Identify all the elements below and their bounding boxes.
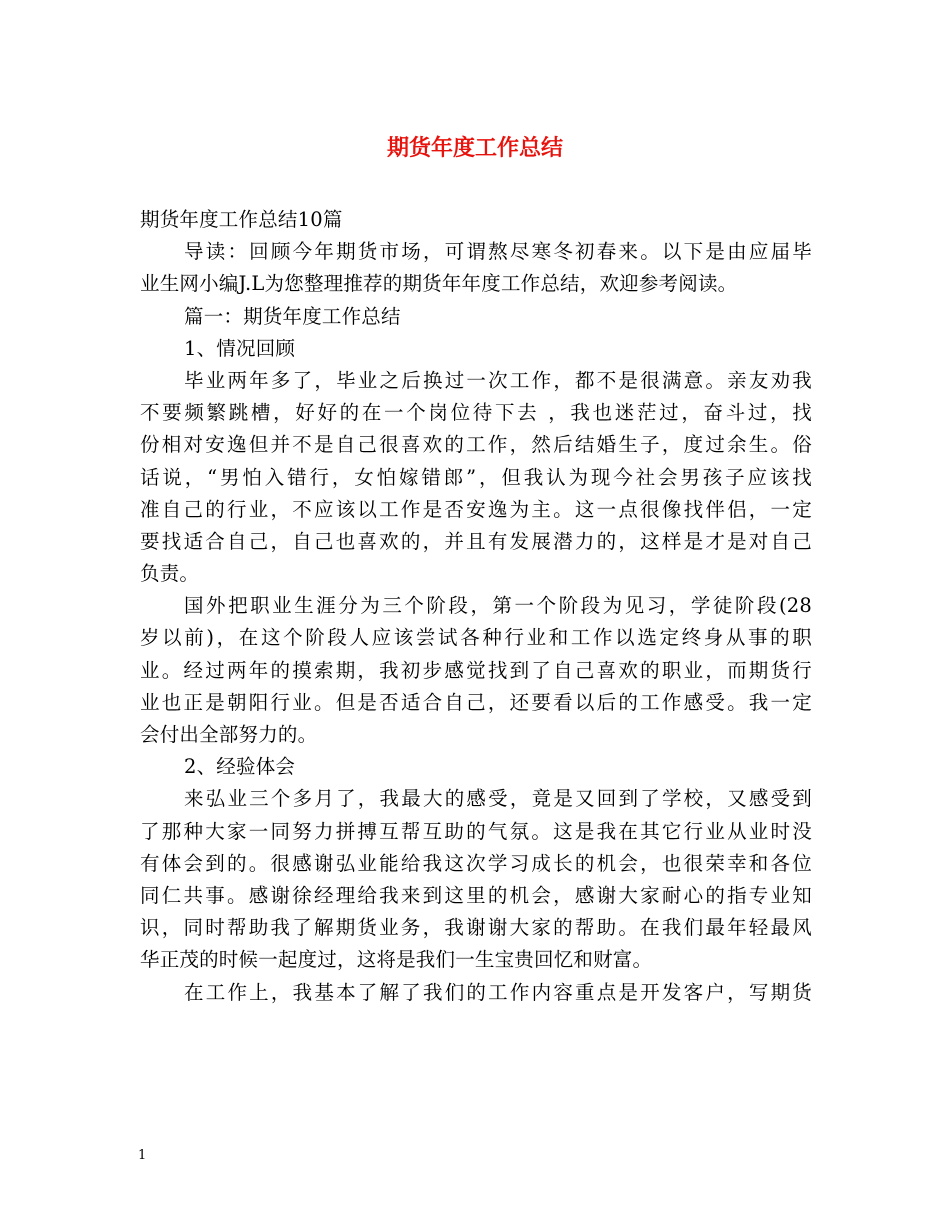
body-text-line: 要找适合自己，自己也喜欢的，并且有发展潜力的，这样是才是对自己 xyxy=(140,529,812,553)
body-text-line: 毕业两年多了，毕业之后换过一次工作，都不是很满意。亲友劝我 xyxy=(184,368,812,392)
body-text-line: 国外把职业生涯分为三个阶段，第一个阶段为见习，学徒阶段(28 xyxy=(184,594,812,618)
body-text-line: 期货年度工作总结10篇 xyxy=(140,208,343,231)
body-text-line: 业。经过两年的摸索期，我初步感觉找到了自己喜欢的职业，而期货行 xyxy=(140,658,812,682)
body-text-line: 华正茂的时候一起度过，这将是我们一生宝贵回忆和财富。 xyxy=(140,948,653,972)
body-text-line: 有体会到的。很感谢弘业能给我这次学习成长的机会，也很荣幸和各位 xyxy=(140,851,812,875)
body-text-line: 岁以前)，在这个阶段人应该尝试各种行业和工作以选定终身从事的职 xyxy=(140,626,812,650)
body-text-line: 话说，“男怕入错行，女怕嫁错郎”，但我认为现今社会男孩子应该找 xyxy=(140,465,812,489)
body-text-line: 篇一：期货年度工作总结 xyxy=(184,304,401,328)
page-number: 1 xyxy=(138,1148,147,1163)
body-text-line: 业也正是朝阳行业。但是否适合自己，还要看以后的工作感受。我一定 xyxy=(140,690,812,714)
body-text-line: 同仁共事。感谢徐经理给我来到这里的机会，感谢大家耐心的指专业知 xyxy=(140,883,812,907)
body-text-line: 负责。 xyxy=(140,562,200,586)
body-text-line: 准自己的行业，不应该以工作是否安逸为主。这一点很像找伴侣，一定 xyxy=(140,497,812,521)
document-body xyxy=(140,204,812,1009)
document-title: 期货年度工作总结 xyxy=(386,135,563,161)
body-text-line: 份相对安逸但并不是自己很喜欢的工作，然后结婚生子，度过余生。俗 xyxy=(140,433,812,457)
body-text-line: 1、情况回顾 xyxy=(184,336,296,360)
body-text-line: 来弘业三个多月了，我最大的感受，竟是又回到了学校，又感受到 xyxy=(184,787,812,811)
body-text-line: 会付出全部努力的。 xyxy=(140,723,318,746)
body-text-line: 2、经验体会 xyxy=(184,755,296,779)
body-text-line: 在工作上，我基本了解了我们的工作内容重点是开发客户，写期货 xyxy=(184,980,812,1004)
body-text-line: 业生网小编J.L为您整理推荐的期货年年度工作总结，欢迎参考阅读。 xyxy=(140,272,738,296)
body-text-line: 了那种大家一同努力拼搏互帮互助的气氛。这是我在其它行业从业时没 xyxy=(140,819,812,843)
body-text-line: 不要频繁跳槽，好好的在一个岗位待下去 ，我也迷茫过，奋斗过，找 xyxy=(140,401,812,425)
body-text-line: 导读：回顾今年期货市场，可谓熬尽寒冬初春来。以下是由应届毕 xyxy=(184,240,812,264)
body-text-line: 识，同时帮助我了解期货业务，我谢谢大家的帮助。在我们最年轻最风 xyxy=(140,916,812,940)
